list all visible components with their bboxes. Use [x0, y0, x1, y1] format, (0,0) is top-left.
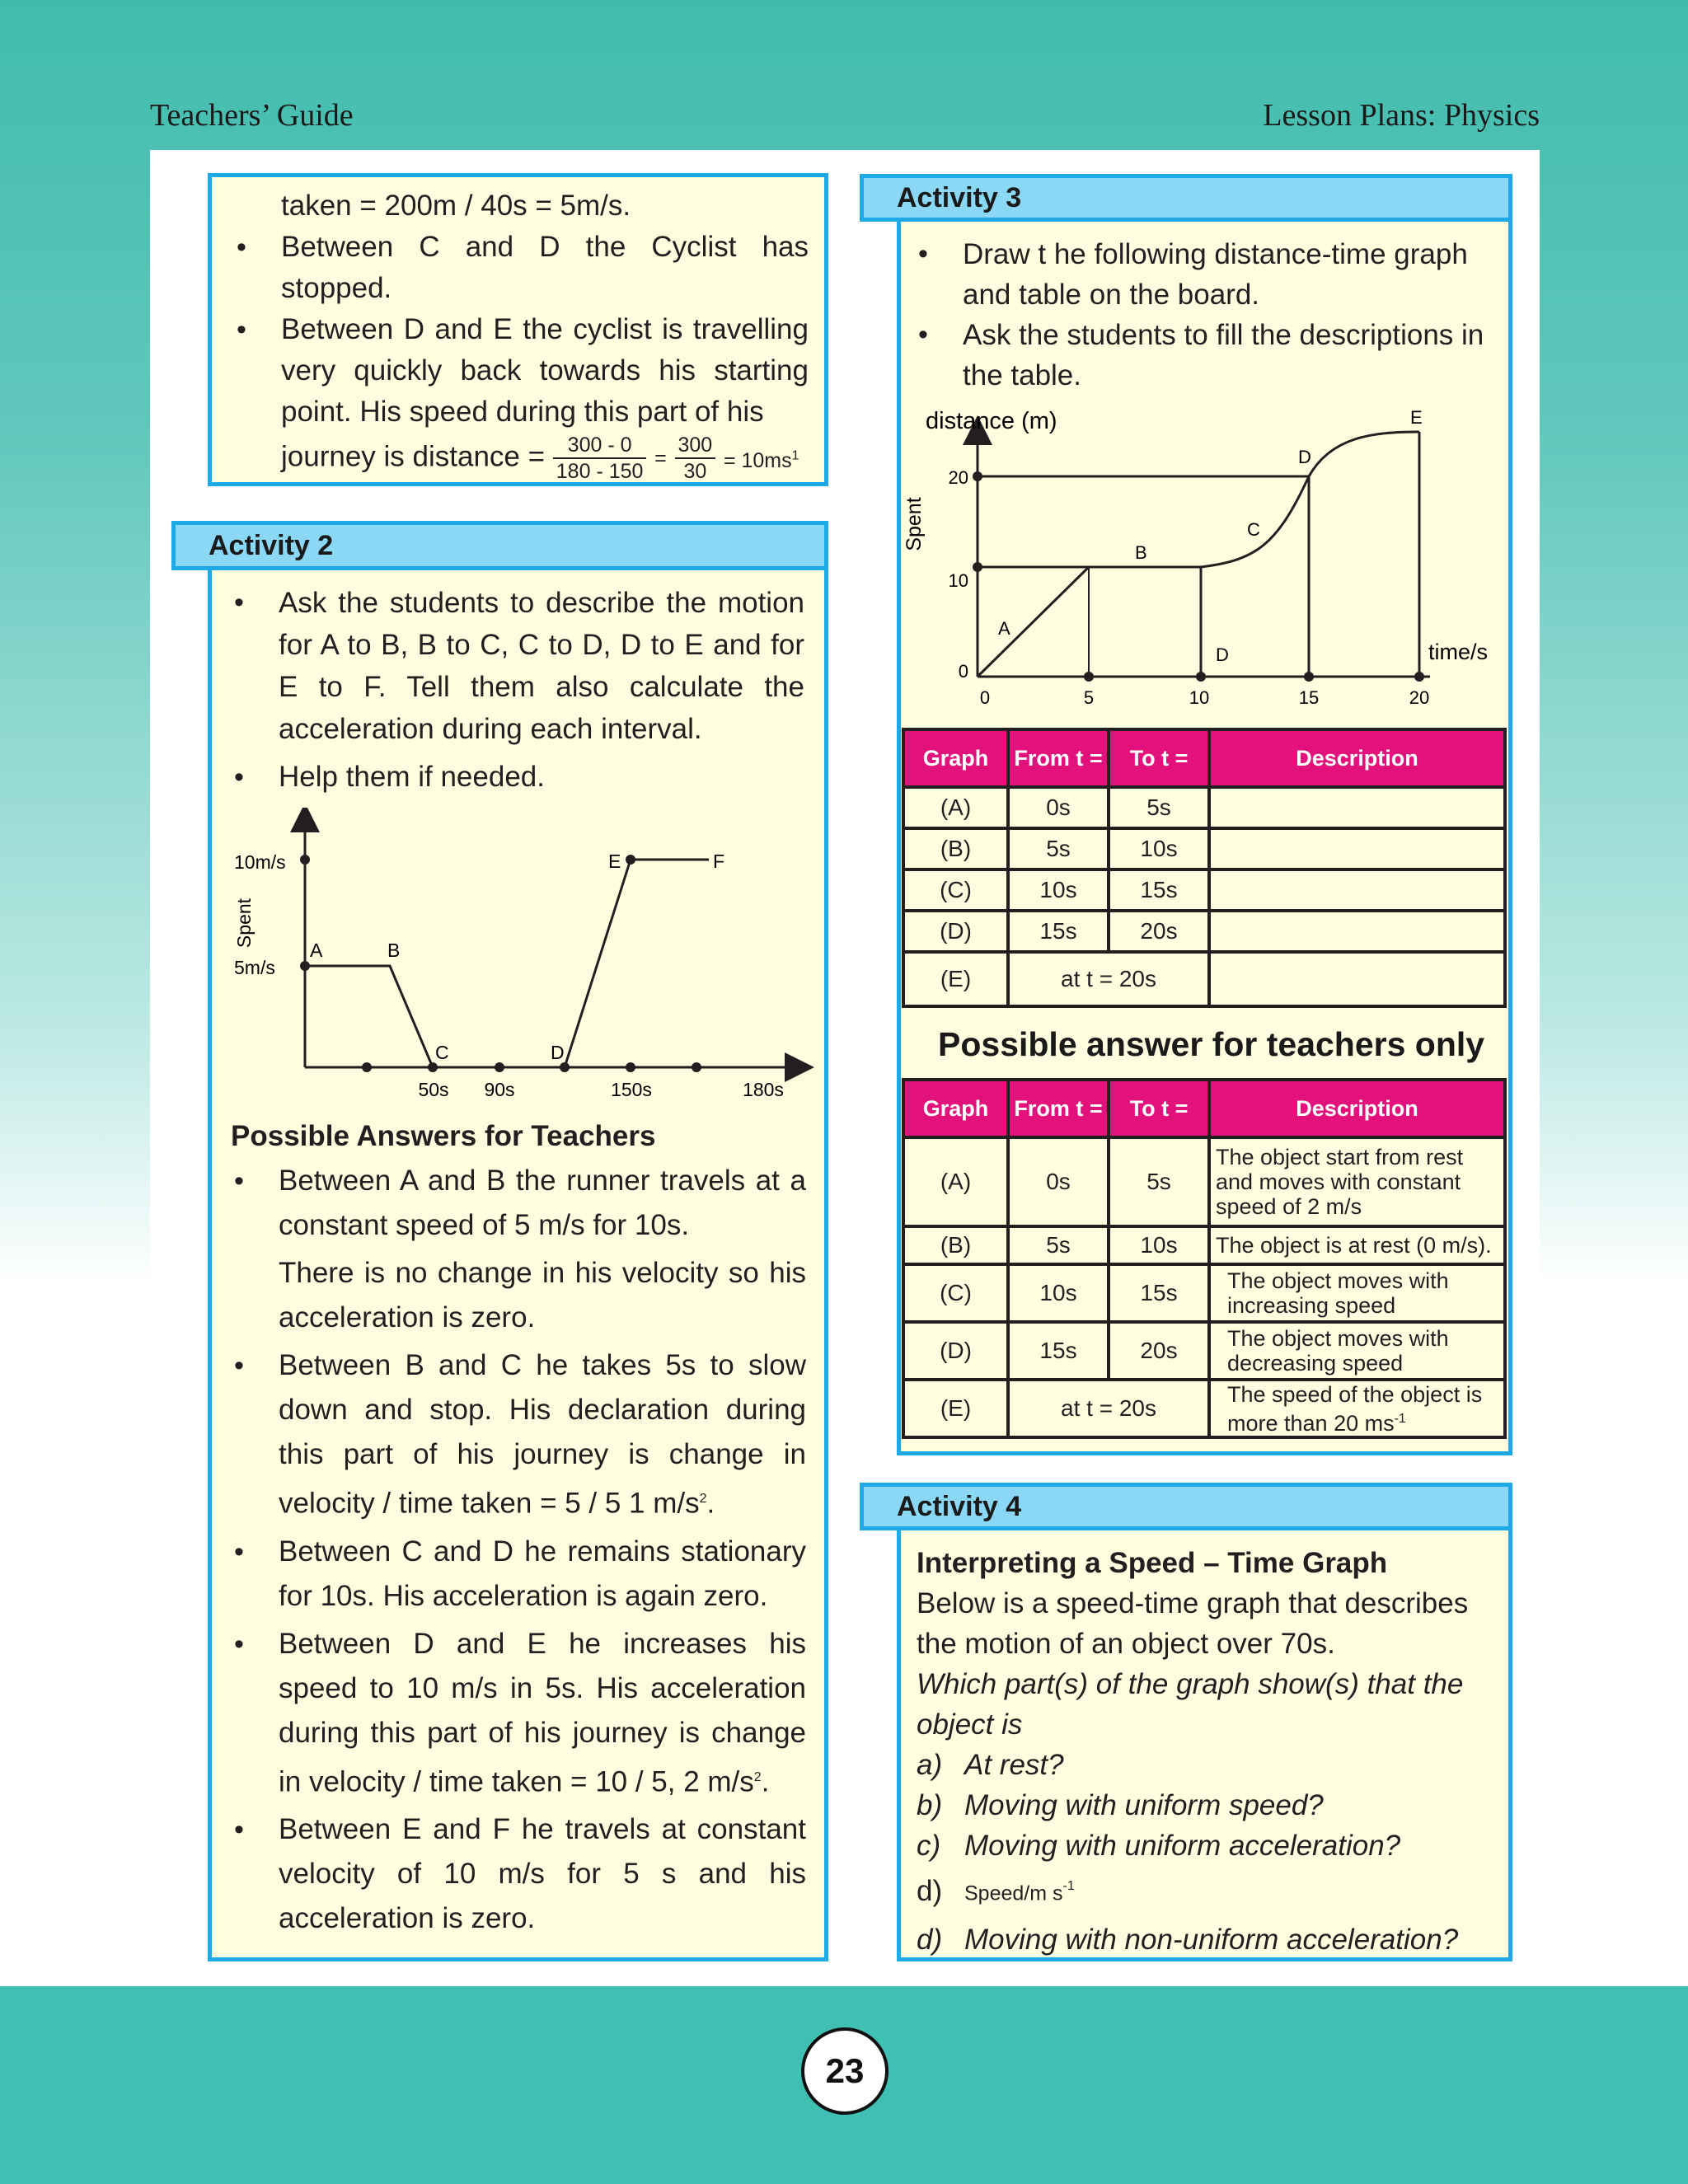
answers-heading: Possible Answers for Teachers [231, 1120, 656, 1152]
answer-ab: • Between A and B the runner travels at a constant speed of 5 m/s for 10s. [229, 1159, 806, 1248]
activity-2-instructions [229, 582, 804, 798]
dt-dots [973, 471, 1424, 682]
activity-2-bullet-2: • Help them if needed. [229, 757, 804, 798]
distance-time-graph [903, 404, 1508, 717]
bullet-de: • Between D and E the cyclist is travelling very quickly back towards his starting point. His speed during this part of his [232, 309, 809, 433]
answer-description: The object start from rest and moves with constant speed of 2 m/s [1209, 1137, 1505, 1226]
question-key: a) [917, 1749, 943, 1781]
speed-note-key: d) [917, 1874, 943, 1907]
answer-graph: (A) [903, 1137, 1008, 1226]
cell-graph: (B) [903, 828, 1008, 869]
activity-4-content [917, 1543, 1502, 1960]
ath-from: From t = [1008, 1080, 1109, 1137]
answer-e-sup: -1 [1394, 1411, 1406, 1426]
cell-description[interactable] [1209, 952, 1505, 1006]
answer-e-text: The speed of the object is more than 20 ms [1227, 1381, 1483, 1436]
y-axis-label: Spent [233, 898, 255, 949]
question-text: Moving with uniform acceleration? [964, 1830, 1401, 1862]
cell-from: 10s [1008, 869, 1109, 911]
continued-text [281, 185, 809, 484]
result-text: = 10ms [723, 448, 792, 472]
table-row [903, 952, 1505, 1006]
cell-graph: (C) [903, 869, 1008, 911]
frac1-den: 180 - 150 [556, 460, 644, 483]
answer-graph: (B) [903, 1226, 1008, 1264]
result [724, 449, 799, 472]
point-f: F [713, 851, 725, 872]
dt-x-5: 5 [1083, 687, 1095, 708]
question-key: c) [917, 1830, 941, 1862]
cell-description[interactable] [1209, 787, 1505, 828]
dt-side-label: Spent [903, 497, 926, 551]
frac2-den: 30 [683, 460, 707, 483]
activity-4-title: Activity 4 [860, 1483, 1512, 1530]
answer-cd: • Between C and D he remains stationary for 10s. His acceleration is again zero. [229, 1530, 806, 1619]
dt-point-d-top: D [1298, 447, 1311, 467]
answer-table [902, 1078, 1507, 1439]
x-tick-180: 180s [743, 1079, 784, 1100]
dt-segment-a [978, 567, 1089, 677]
speed-time-graph [223, 808, 816, 1113]
answer-to: 15s [1109, 1264, 1209, 1322]
answer-to: 5s [1109, 1137, 1209, 1226]
dt-y-label: distance (m) [926, 408, 1057, 434]
answer-description: The object moves with increasing speed [1209, 1264, 1505, 1322]
cell-at: at t = 20s [1008, 952, 1209, 1006]
dt-point-a: A [998, 618, 1010, 639]
answer-row [903, 1322, 1505, 1380]
answer-graph: (E) [903, 1380, 1008, 1437]
table-row [903, 787, 1505, 828]
header-left: Teachers’ Guide [150, 98, 354, 133]
dt-x-10: 10 [1189, 687, 1210, 708]
cell-from: 0s [1008, 787, 1109, 828]
answer-description: The object moves with decreasing speed [1209, 1322, 1505, 1380]
activity-4-question: Which part(s) of the graph show(s) that the object is [917, 1668, 1464, 1741]
bullet-cd: • Between C and D the Cyclist has stopped. [232, 227, 809, 309]
frac1-num: 300 - 0 [553, 433, 647, 459]
continued-box [208, 173, 828, 486]
fraction-2 [675, 433, 716, 484]
th-graph: Graph [903, 729, 1008, 787]
answer-header-row [903, 1080, 1505, 1137]
question-key: d) [917, 1923, 943, 1956]
question-text: At rest? [964, 1749, 1064, 1781]
cell-from: 15s [1008, 911, 1109, 952]
point-a: A [310, 940, 323, 961]
y-tick-10: 10m/s [234, 851, 286, 873]
question-text: Moving with uniform speed? [964, 1789, 1324, 1821]
question-text: Moving with non-uniform acceleration? [964, 1923, 1459, 1956]
dt-point-b: B [1135, 542, 1147, 563]
cell-to: 15s [1109, 869, 1209, 911]
description-table [902, 728, 1507, 1008]
answer-graph: (D) [903, 1322, 1008, 1380]
cell-to: 5s [1109, 787, 1209, 828]
dt-point-e: E [1410, 407, 1423, 428]
answer-bc-text: Between B and C he takes 5s to slow down and stop. His declaration during this part of his journey is change in velocity / time taken = 5 / 5 1 m/s [279, 1349, 806, 1520]
point-e: E [608, 851, 621, 872]
activity-4-intro: Below is a speed-time graph that describes the motion of an object over 70s. [917, 1587, 1469, 1660]
answer-from: 0s [1008, 1137, 1109, 1226]
page-number: 23 [801, 2027, 889, 2115]
answer-from: 10s [1008, 1264, 1109, 1322]
frac2-num: 300 [675, 433, 716, 459]
result-sup: 1 [791, 448, 799, 463]
graph-dots [300, 855, 701, 1072]
activity-2-answers [229, 1114, 806, 1941]
point-b: B [387, 940, 401, 961]
point-d: D [551, 1042, 565, 1063]
ath-description: Description [1209, 1080, 1505, 1137]
question-item [917, 1919, 1502, 1960]
dt-x-label: time/s [1428, 640, 1489, 664]
answer-ef: • Between E and F he travels at constant velocity of 10 m/s for 5 s and his acceleration is zero. [229, 1807, 806, 1941]
cell-to: 20s [1109, 911, 1209, 952]
activity-3-instructions [913, 234, 1498, 396]
answer-row [903, 1226, 1505, 1264]
answer-to: 20s [1109, 1322, 1209, 1380]
activity-3-title: Activity 3 [860, 174, 1512, 222]
question-item [917, 1745, 1502, 1785]
dt-y-0: 0 [958, 661, 968, 682]
cell-graph: (D) [903, 911, 1008, 952]
speed-line [305, 860, 709, 1067]
cell-description[interactable] [1209, 911, 1505, 952]
answer-ab-note: There is no change in his velocity so his acceleration is zero. [279, 1257, 806, 1333]
activity-2-bullet-1: • Ask the students to describe the motion for A to B, B to C, C to D, D to E and for E to F. Tell them also calculate the acceleration during each interval. [229, 582, 804, 750]
answer-row [903, 1380, 1505, 1437]
cell-to: 10s [1109, 828, 1209, 869]
activity-3-bullet-2: • Ask the students to fill the descriptions in the table. [913, 315, 1498, 396]
answer-at: at t = 20s [1008, 1380, 1209, 1437]
x-tick-90: 90s [484, 1079, 515, 1100]
y-tick-5: 5m/s [234, 957, 275, 978]
answer-de: • Between D and E he increases his speed to 10 m/s in 5s. His acceleration during this part of his journey is change in velocity / time taken = 10 / 5, 2 $m/s^2$. [229, 1622, 806, 1805]
dt-x-20: 20 [1409, 687, 1430, 708]
ath-to: To t = [1109, 1080, 1209, 1137]
speed-note-text: Speed/m s [964, 1882, 1063, 1905]
cell-description[interactable] [1209, 828, 1505, 869]
dt-y-10: 10 [948, 570, 968, 591]
dt-x-15: 15 [1298, 687, 1320, 708]
table-row [903, 869, 1505, 911]
answer-description: The object is at rest (0 m/s). [1209, 1226, 1505, 1264]
x-tick-150: 150s [611, 1079, 652, 1100]
dt-curve-e [1309, 432, 1419, 476]
answer-bc: • Between B and C he takes 5s to slow down and stop. His declaration during this part of his journey is change in velocity / time taken = 5 / 5 1 $m/s^2$. [229, 1343, 806, 1526]
answer-bc-sup: 2 [699, 1492, 707, 1506]
speed-note-sup: -1 [1062, 1879, 1075, 1893]
table-row [903, 911, 1505, 952]
cell-graph: (A) [903, 787, 1008, 828]
activity-2-title: Activity 2 [171, 521, 828, 570]
th-to: To t = [1109, 729, 1209, 787]
dt-x-0: 0 [979, 687, 991, 708]
table-header-row [903, 729, 1505, 787]
dt-y-20: 20 [948, 467, 968, 488]
answer-to: 10s [1109, 1226, 1209, 1264]
journey-prefix: journey is distance = [281, 440, 546, 473]
distance-formula [281, 433, 809, 484]
answer-from: 15s [1008, 1322, 1109, 1380]
question-key: b) [917, 1789, 943, 1821]
fraction-1 [553, 433, 647, 484]
dt-point-d-bottom: D [1216, 644, 1229, 665]
answer-de-sup: 2 [753, 1769, 762, 1784]
answer-graph: (C) [903, 1264, 1008, 1322]
answer-from: 5s [1008, 1226, 1109, 1264]
answer-de-text: Between D and E he increases his speed to 10 m/s in 5s. His acceleration during this part of his journey is change in velocity / time taken = 10 / 5, 2 m/s [279, 1627, 806, 1798]
cell-graph: (E) [903, 952, 1008, 1006]
table-row [903, 828, 1505, 869]
question-item [917, 1825, 1502, 1866]
answer-row [903, 1264, 1505, 1322]
answer-description [1209, 1380, 1505, 1437]
speed-note [917, 1866, 1502, 1915]
th-description: Description [1209, 729, 1505, 787]
answer-table-heading: Possible answer for teachers only [938, 1025, 1485, 1063]
header-right: Lesson Plans: Physics [1263, 98, 1540, 133]
th-from: From t = [1008, 729, 1109, 787]
continued-line: taken = 200m / 40s = 5m/s. [281, 190, 631, 222]
point-c: C [435, 1042, 449, 1063]
activity-3-bullet-1: • Draw t he following distance-time graph and table on the board. [913, 234, 1498, 315]
question-item [917, 1785, 1502, 1825]
activity-4-heading: Interpreting a Speed – Time Graph [917, 1547, 1388, 1579]
x-tick-50: 50s [418, 1079, 449, 1100]
dt-point-c: C [1247, 519, 1260, 540]
answer-row [903, 1137, 1505, 1226]
equals-sign: = [654, 447, 667, 470]
cell-description[interactable] [1209, 869, 1505, 911]
ath-graph: Graph [903, 1080, 1008, 1137]
cell-from: 5s [1008, 828, 1109, 869]
